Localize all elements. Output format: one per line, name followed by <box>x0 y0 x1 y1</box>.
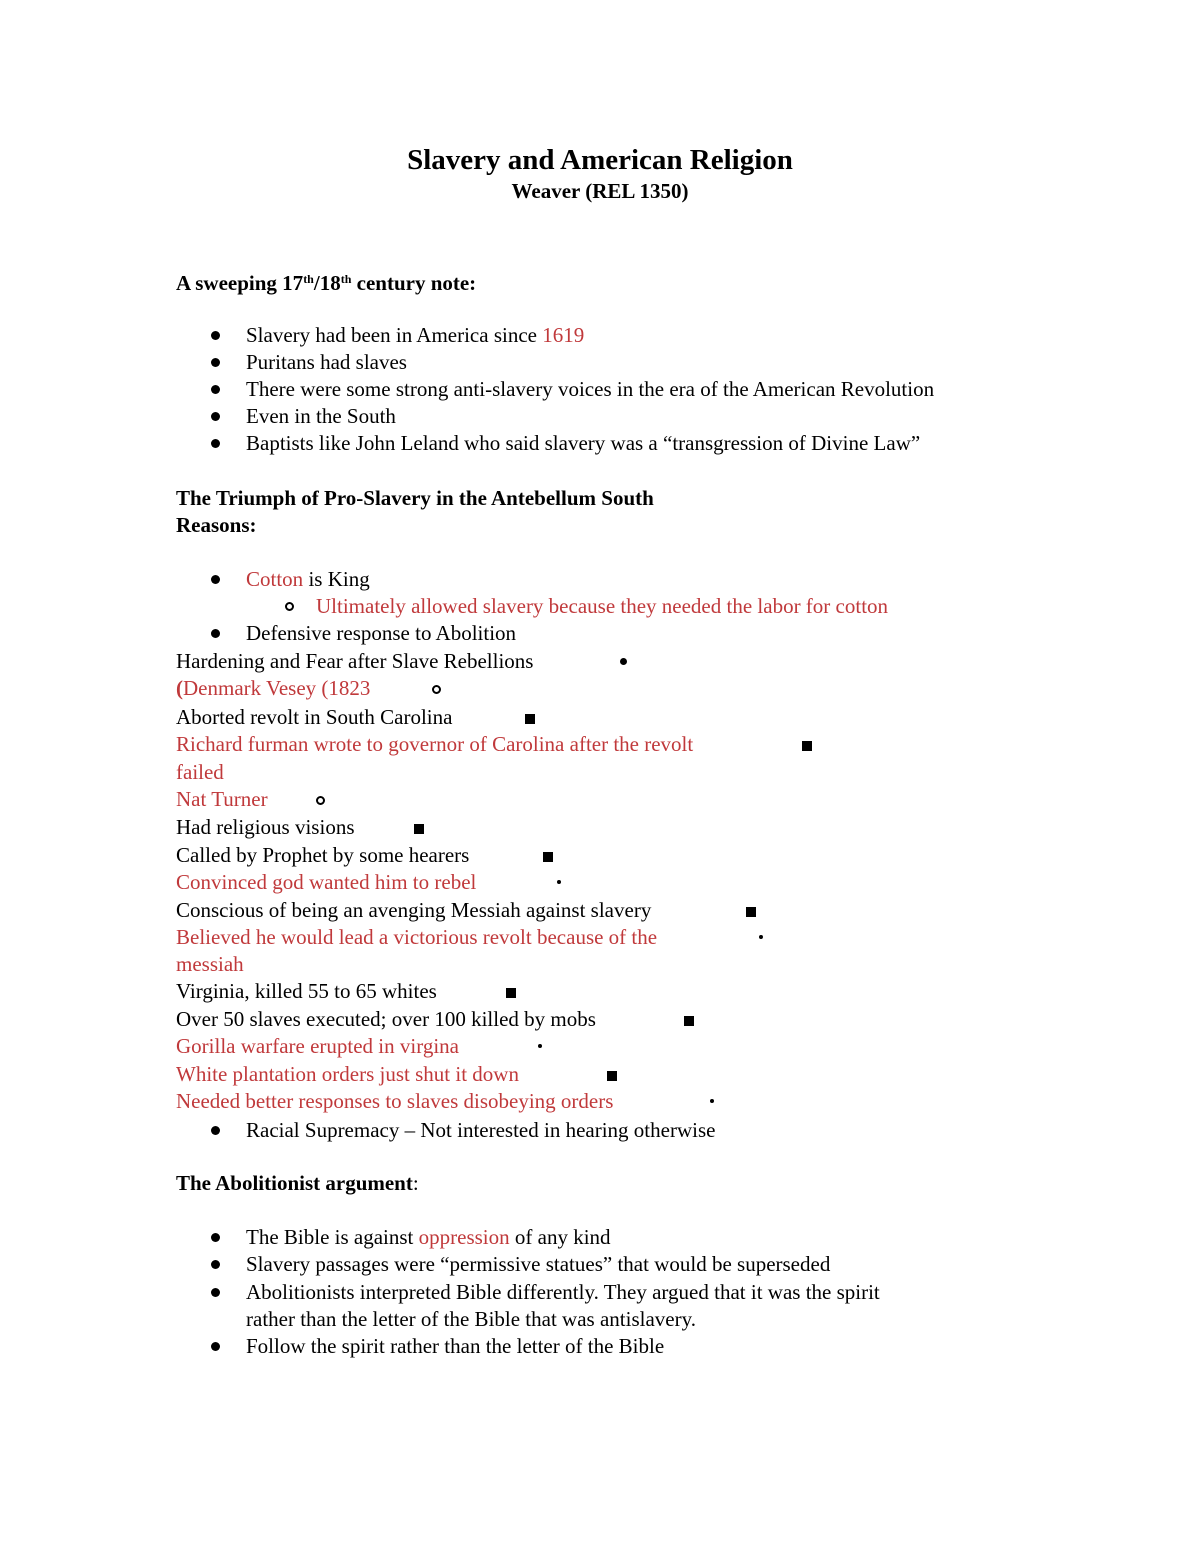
document-title: Slavery and American Religion <box>407 144 793 176</box>
list-item: Virginia, killed 55 to 65 whites <box>176 979 437 1003</box>
bullet-icon <box>211 1126 220 1135</box>
list-item: Even in the South <box>246 404 396 428</box>
list-item: Nat Turner <box>176 787 268 811</box>
list-item: Abolitionists interpreted Bible differently. They argued that it was the spirit <box>246 1280 880 1304</box>
circle-bullet-icon <box>285 602 294 611</box>
list-item: Called by Prophet by some hearers <box>176 843 470 867</box>
bullet-icon <box>211 629 220 638</box>
bullet-icon <box>759 935 763 939</box>
square-bullet-icon <box>506 988 516 998</box>
list-item: Conscious of being an avenging Messiah against slavery <box>176 898 652 922</box>
list-item: Over 50 slaves executed; over 100 killed by mobs <box>176 1007 596 1031</box>
square-bullet-icon <box>607 1071 617 1081</box>
square-bullet-icon <box>746 907 756 917</box>
list-item: Slavery had been in America since 1619 <box>246 323 585 347</box>
list-item: Cotton is King <box>246 567 370 591</box>
bullet-icon <box>557 880 561 884</box>
list-item: White plantation orders just shut it down <box>176 1062 519 1086</box>
list-item: messiah <box>176 952 244 976</box>
bullet-icon <box>211 1233 220 1242</box>
list-item: There were some strong anti-slavery voices in the era of the American Revolution <box>246 377 935 401</box>
section2-subheading: Reasons: <box>176 513 257 537</box>
list-item: Puritans had slaves <box>246 350 407 374</box>
square-bullet-icon <box>684 1016 694 1026</box>
bullet-icon <box>211 1260 220 1269</box>
list-item: Believed he would lead a victorious revolt because of the <box>176 925 658 949</box>
list-item: Slavery passages were “permissive statues” that would be superseded <box>246 1252 831 1276</box>
bullet-icon <box>710 1099 714 1103</box>
list-item: Racial Supremacy – Not interested in hearing otherwise <box>246 1118 716 1142</box>
bullet-icon <box>211 439 220 448</box>
list-item: The Bible is against oppression of any kind <box>246 1225 611 1249</box>
circle-bullet-icon <box>316 796 325 805</box>
bullet-icon <box>211 385 220 394</box>
bullet-icon <box>211 331 220 340</box>
circle-bullet-icon <box>432 685 441 694</box>
section2-heading: The Triumph of Pro-Slavery in the Antebellum South <box>176 486 654 510</box>
section3-heading: The Abolitionist argument: <box>176 1171 419 1195</box>
list-item: Defensive response to Abolition <box>246 621 517 645</box>
list-item: Needed better responses to slaves disobeying orders <box>176 1089 614 1113</box>
list-item: Follow the spirit rather than the letter of the Bible <box>246 1334 665 1358</box>
list-item-continuation: rather than the letter of the Bible that was antislavery. <box>246 1307 696 1331</box>
list-item: Richard furman wrote to governor of Carolina after the revolt <box>176 732 694 756</box>
list-item: Hardening and Fear after Slave Rebellions <box>176 649 534 673</box>
bullet-icon <box>620 658 627 665</box>
list-item: (Denmark Vesey (1823 <box>176 676 371 700</box>
document-subtitle: Weaver (REL 1350) <box>511 179 689 203</box>
list-item: Baptists like John Leland who said slavery was a “transgression of Divine Law” <box>246 431 921 455</box>
square-bullet-icon <box>543 852 553 862</box>
bullet-icon <box>538 1044 542 1048</box>
square-bullet-icon <box>802 741 812 751</box>
section1-heading: A sweeping 17th/18th century note: <box>176 271 477 295</box>
bullet-icon <box>211 1288 220 1297</box>
list-item: failed <box>176 760 224 784</box>
bullet-icon <box>211 412 220 421</box>
list-item: Had religious visions <box>176 815 355 839</box>
bullet-icon <box>211 575 220 584</box>
list-item: Aborted revolt in South Carolina <box>176 705 453 729</box>
square-bullet-icon <box>525 714 535 724</box>
list-item: Ultimately allowed slavery because they needed the labor for cotton <box>316 594 889 618</box>
square-bullet-icon <box>414 824 424 834</box>
list-item: Gorilla warfare erupted in virgina <box>176 1034 459 1058</box>
list-item: Convinced god wanted him to rebel <box>176 870 477 894</box>
bullet-icon <box>211 1342 220 1351</box>
bullet-icon <box>211 358 220 367</box>
